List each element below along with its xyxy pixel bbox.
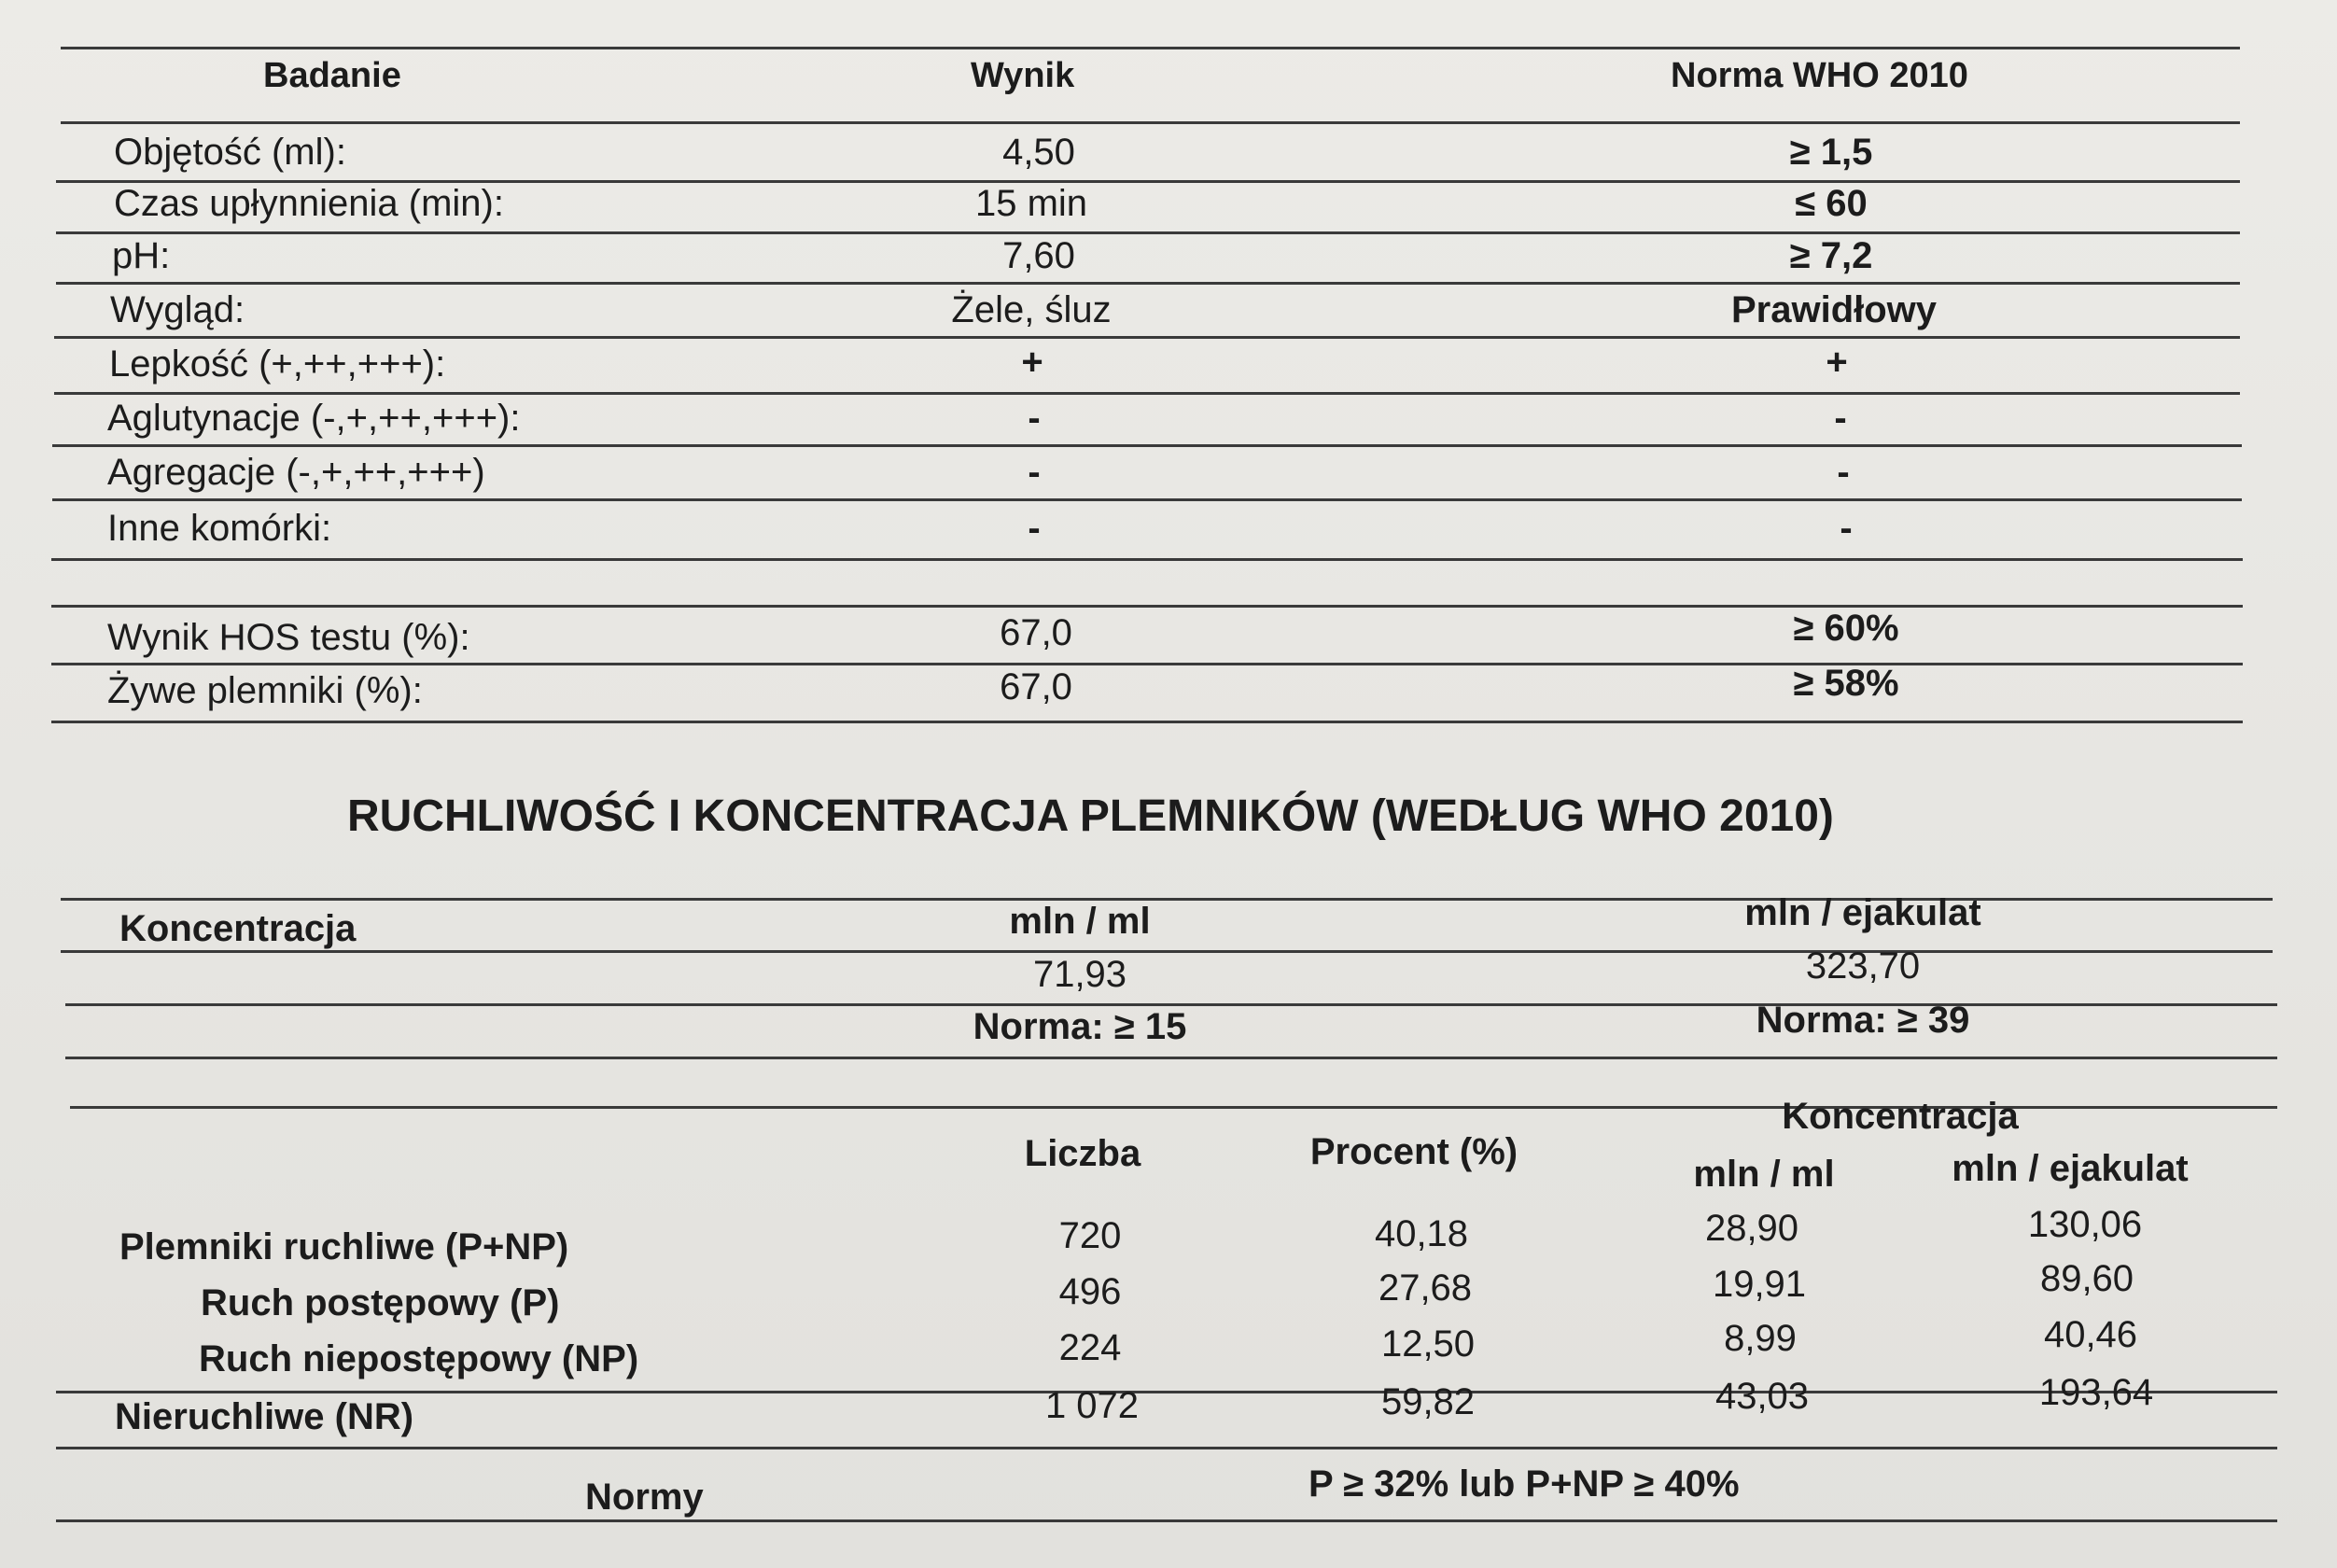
param-label: Żywe plemniki (%): <box>107 670 423 711</box>
param-label: Aglutynacje (-,+,++,+++): <box>107 398 521 439</box>
count-value: 720 <box>1058 1215 1122 1256</box>
count-value: 496 <box>1058 1271 1122 1312</box>
rule <box>61 950 2273 953</box>
rule <box>51 663 2243 665</box>
result-value: 67,0 <box>1000 666 1072 707</box>
count-header: Liczba <box>1024 1133 1141 1174</box>
conc-ml-header: mln / ml <box>1693 1154 1835 1195</box>
conc-ml-value: 28,90 <box>1704 1208 1799 1249</box>
rule <box>61 47 2240 49</box>
conc-ejac-header: mln / ejakulat <box>1744 892 1981 933</box>
motility-row-label: Ruch postępowy (P) <box>201 1282 560 1323</box>
param-label: Inne komórki: <box>107 508 332 549</box>
param-label: Czas upłynnienia (min): <box>114 183 504 224</box>
rule <box>51 558 2243 561</box>
concentration-label: Koncentracja <box>119 908 357 949</box>
result-value: 15 min <box>974 183 1088 224</box>
section-title: RUCHLIWOŚĆ I KONCENTRACJA PLEMNIKÓW (WEDŁUG WHO 2010) <box>347 791 1834 841</box>
norm-value: ≥ 7,2 <box>1789 235 1873 276</box>
conc-ml-value: 43,03 <box>1714 1376 1810 1417</box>
conc-ejac-value: 89,60 <box>2039 1258 2134 1299</box>
norm-value: ≥ 58% <box>1793 663 1899 704</box>
conc-ejac-value: 193,64 <box>2038 1372 2154 1413</box>
motility-row-label: Plemniki ruchliwe (P+NP) <box>119 1226 569 1267</box>
norm-value: ≤ 60 <box>1795 183 1868 224</box>
norm-value: - <box>1840 508 1853 549</box>
rule <box>56 282 2240 285</box>
norm-value: - <box>1837 452 1850 493</box>
conc-ejac-value: 323,70 <box>1805 945 1921 987</box>
rule <box>56 1519 2277 1522</box>
result-value: Żele, śluz <box>951 289 1112 330</box>
header-wynik: Wynik <box>971 56 1075 95</box>
conc-ejac-value: 40,46 <box>2043 1314 2138 1355</box>
norm-value: - <box>1834 398 1847 439</box>
norm-value: Prawidłowy <box>1730 289 1938 330</box>
rule <box>51 605 2243 608</box>
percent-value: 27,68 <box>1378 1267 1473 1309</box>
rule <box>51 721 2243 723</box>
conc-ml-norm: Norma: ≥ 15 <box>973 1006 1187 1047</box>
norms-label: Normy <box>585 1477 704 1518</box>
result-value: 67,0 <box>1000 612 1072 653</box>
norm-value: ≥ 1,5 <box>1789 132 1873 173</box>
conc-ejac-norm: Norma: ≥ 39 <box>1756 1000 1970 1041</box>
result-value: - <box>1028 398 1041 439</box>
conc-ml-value: 19,91 <box>1712 1264 1807 1305</box>
rule <box>54 392 2240 395</box>
percent-value: 12,50 <box>1380 1323 1476 1365</box>
count-value: 1 072 <box>1044 1385 1140 1426</box>
conc-ml-value: 8,99 <box>1724 1318 1797 1359</box>
motility-row-label: Ruch niepostępowy (NP) <box>199 1338 639 1379</box>
conc-ml-header: mln / ml <box>1009 901 1151 942</box>
rule <box>56 231 2240 234</box>
norm-value: ≥ 60% <box>1793 608 1899 649</box>
conc-ml-value: 71,93 <box>1032 954 1127 995</box>
conc-group-header: Koncentracja <box>1782 1096 2019 1137</box>
rule <box>56 1391 2277 1393</box>
percent-value: 59,82 <box>1380 1381 1476 1422</box>
rule <box>52 444 2242 447</box>
param-label: Objętość (ml): <box>114 132 346 173</box>
count-value: 224 <box>1058 1327 1122 1368</box>
rule <box>65 1057 2277 1059</box>
header-norma: Norma WHO 2010 <box>1671 56 1968 95</box>
param-label: pH: <box>112 235 171 276</box>
percent-value: 40,18 <box>1374 1213 1469 1254</box>
norms-value: P ≥ 32% lub P+NP ≥ 40% <box>1308 1463 1740 1505</box>
percent-header: Procent (%) <box>1309 1131 1518 1172</box>
conc-ejac-header: mln / ejakulat <box>1952 1148 2189 1189</box>
result-value: - <box>1028 508 1041 549</box>
param-label: Agregacje (-,+,++,+++) <box>107 452 485 493</box>
param-label: Wynik HOS testu (%): <box>107 617 470 658</box>
header-badanie: Badanie <box>263 56 401 95</box>
result-value: 7,60 <box>1002 235 1075 276</box>
param-label: Wygląd: <box>110 289 245 330</box>
param-label: Lepkość (+,++,+++): <box>109 343 446 385</box>
result-value: 4,50 <box>1002 132 1075 173</box>
result-value: - <box>1028 452 1041 493</box>
norm-value: + <box>1826 342 1848 383</box>
conc-ejac-value: 130,06 <box>2027 1204 2143 1245</box>
rule <box>52 498 2242 501</box>
result-value: + <box>1021 342 1043 383</box>
rule <box>61 121 2240 124</box>
motility-row-label: Nieruchliwe (NR) <box>115 1396 414 1437</box>
rule <box>56 1447 2277 1449</box>
rule <box>54 336 2240 339</box>
